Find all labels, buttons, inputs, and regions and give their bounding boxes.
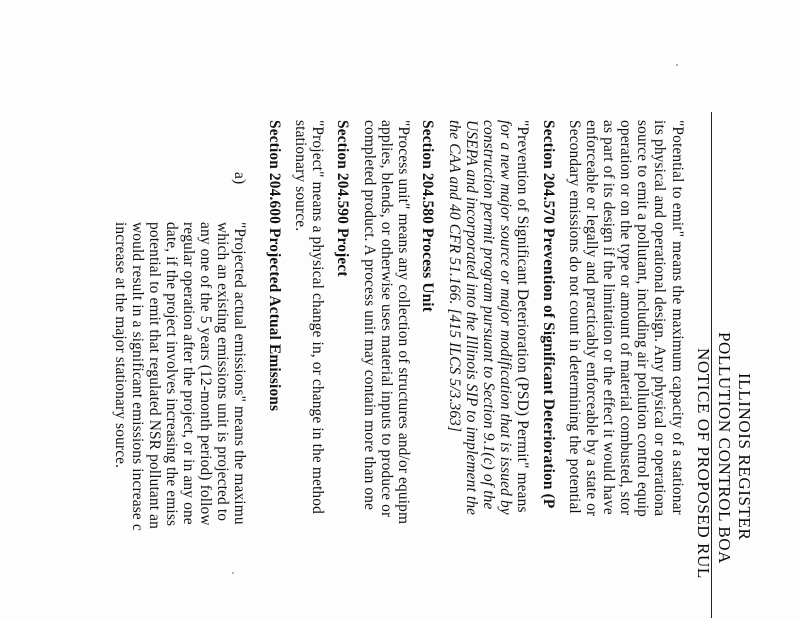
project-line: stationary source. bbox=[292, 120, 309, 232]
psd-line: the CAA and 40 CFR 51.166. [415 ILCS 5/3.363] bbox=[446, 120, 463, 433]
pte-line: "Potential to emit" means the maximum capacity of a stationar bbox=[669, 120, 686, 515]
pae-line: would result in a significant emissions increase c bbox=[129, 222, 146, 531]
header-rule bbox=[711, 112, 712, 618]
section-204-600-heading: Section 204.600 Projected Actual Emissions bbox=[266, 120, 283, 412]
pae-line: potential to emit that regulated NSR pollutant an bbox=[146, 222, 163, 529]
process-unit-line: "Process unit" means any collection of structures and/or equipm bbox=[395, 120, 412, 525]
register-title: ILLINOIS REGISTER bbox=[735, 373, 754, 541]
pae-line: date, if the project involves increasing the emiss bbox=[163, 222, 180, 527]
pae-line: "Projected actual emissions" means the maximu bbox=[231, 222, 248, 525]
notice-title: NOTICE OF PROPOSED RUL bbox=[694, 348, 713, 579]
pte-line: operation or on the type or amount of material combusted, stor bbox=[617, 120, 634, 516]
pte-line: as part of its design if the limitation or the effect it would have bbox=[600, 120, 617, 515]
board-title: POLLUTION CONTROL BOA bbox=[715, 332, 734, 565]
psd-line: construction permit program pursuant to Section 9.1(c) of the bbox=[480, 120, 497, 510]
pte-line: its physical and operational design. Any physical or operationa bbox=[651, 120, 668, 517]
section-204-570-heading: Section 204.570 Prevention of Significant Deterioration (P bbox=[540, 120, 557, 509]
project-line: "Project" means a physical change in, or change in the method bbox=[309, 120, 326, 514]
scan-speck bbox=[676, 64, 678, 66]
pae-line: increase at the major stationary source. bbox=[112, 222, 129, 469]
pae-line: any one of the 5 years (12-month period) follow bbox=[197, 222, 214, 526]
pae-line: regular operation after the project, or in any one bbox=[180, 222, 197, 525]
psd-line: "Prevention of Significant Deterioration (PSD) Permit" means bbox=[514, 120, 531, 513]
scan-speck bbox=[232, 572, 234, 574]
psd-line: USEPA and incorporated into the Illinois SIP to implement the bbox=[463, 120, 480, 516]
process-unit-line: completed product. A process unit may contain more than one bbox=[361, 120, 378, 511]
section-204-580-heading: Section 204.580 Process Unit bbox=[419, 120, 436, 313]
pte-line: Secondary emissions do not count in determining the potential bbox=[566, 120, 583, 514]
pae-line: which an existing emissions unit is projected to bbox=[214, 222, 231, 522]
pte-line: source to emit a pollutant, including air pollution control equip bbox=[634, 120, 651, 518]
psd-line: for a new major source or major modification that is issued by bbox=[497, 120, 514, 515]
process-unit-line: applies, blends, or otherwise uses material inputs to produce or bbox=[378, 120, 395, 518]
pte-line: enforceable or legally and practicably enforceable by a state or bbox=[583, 120, 600, 517]
subsection-marker: a) bbox=[231, 172, 248, 185]
section-204-590-heading: Section 204.590 Project bbox=[334, 120, 351, 277]
